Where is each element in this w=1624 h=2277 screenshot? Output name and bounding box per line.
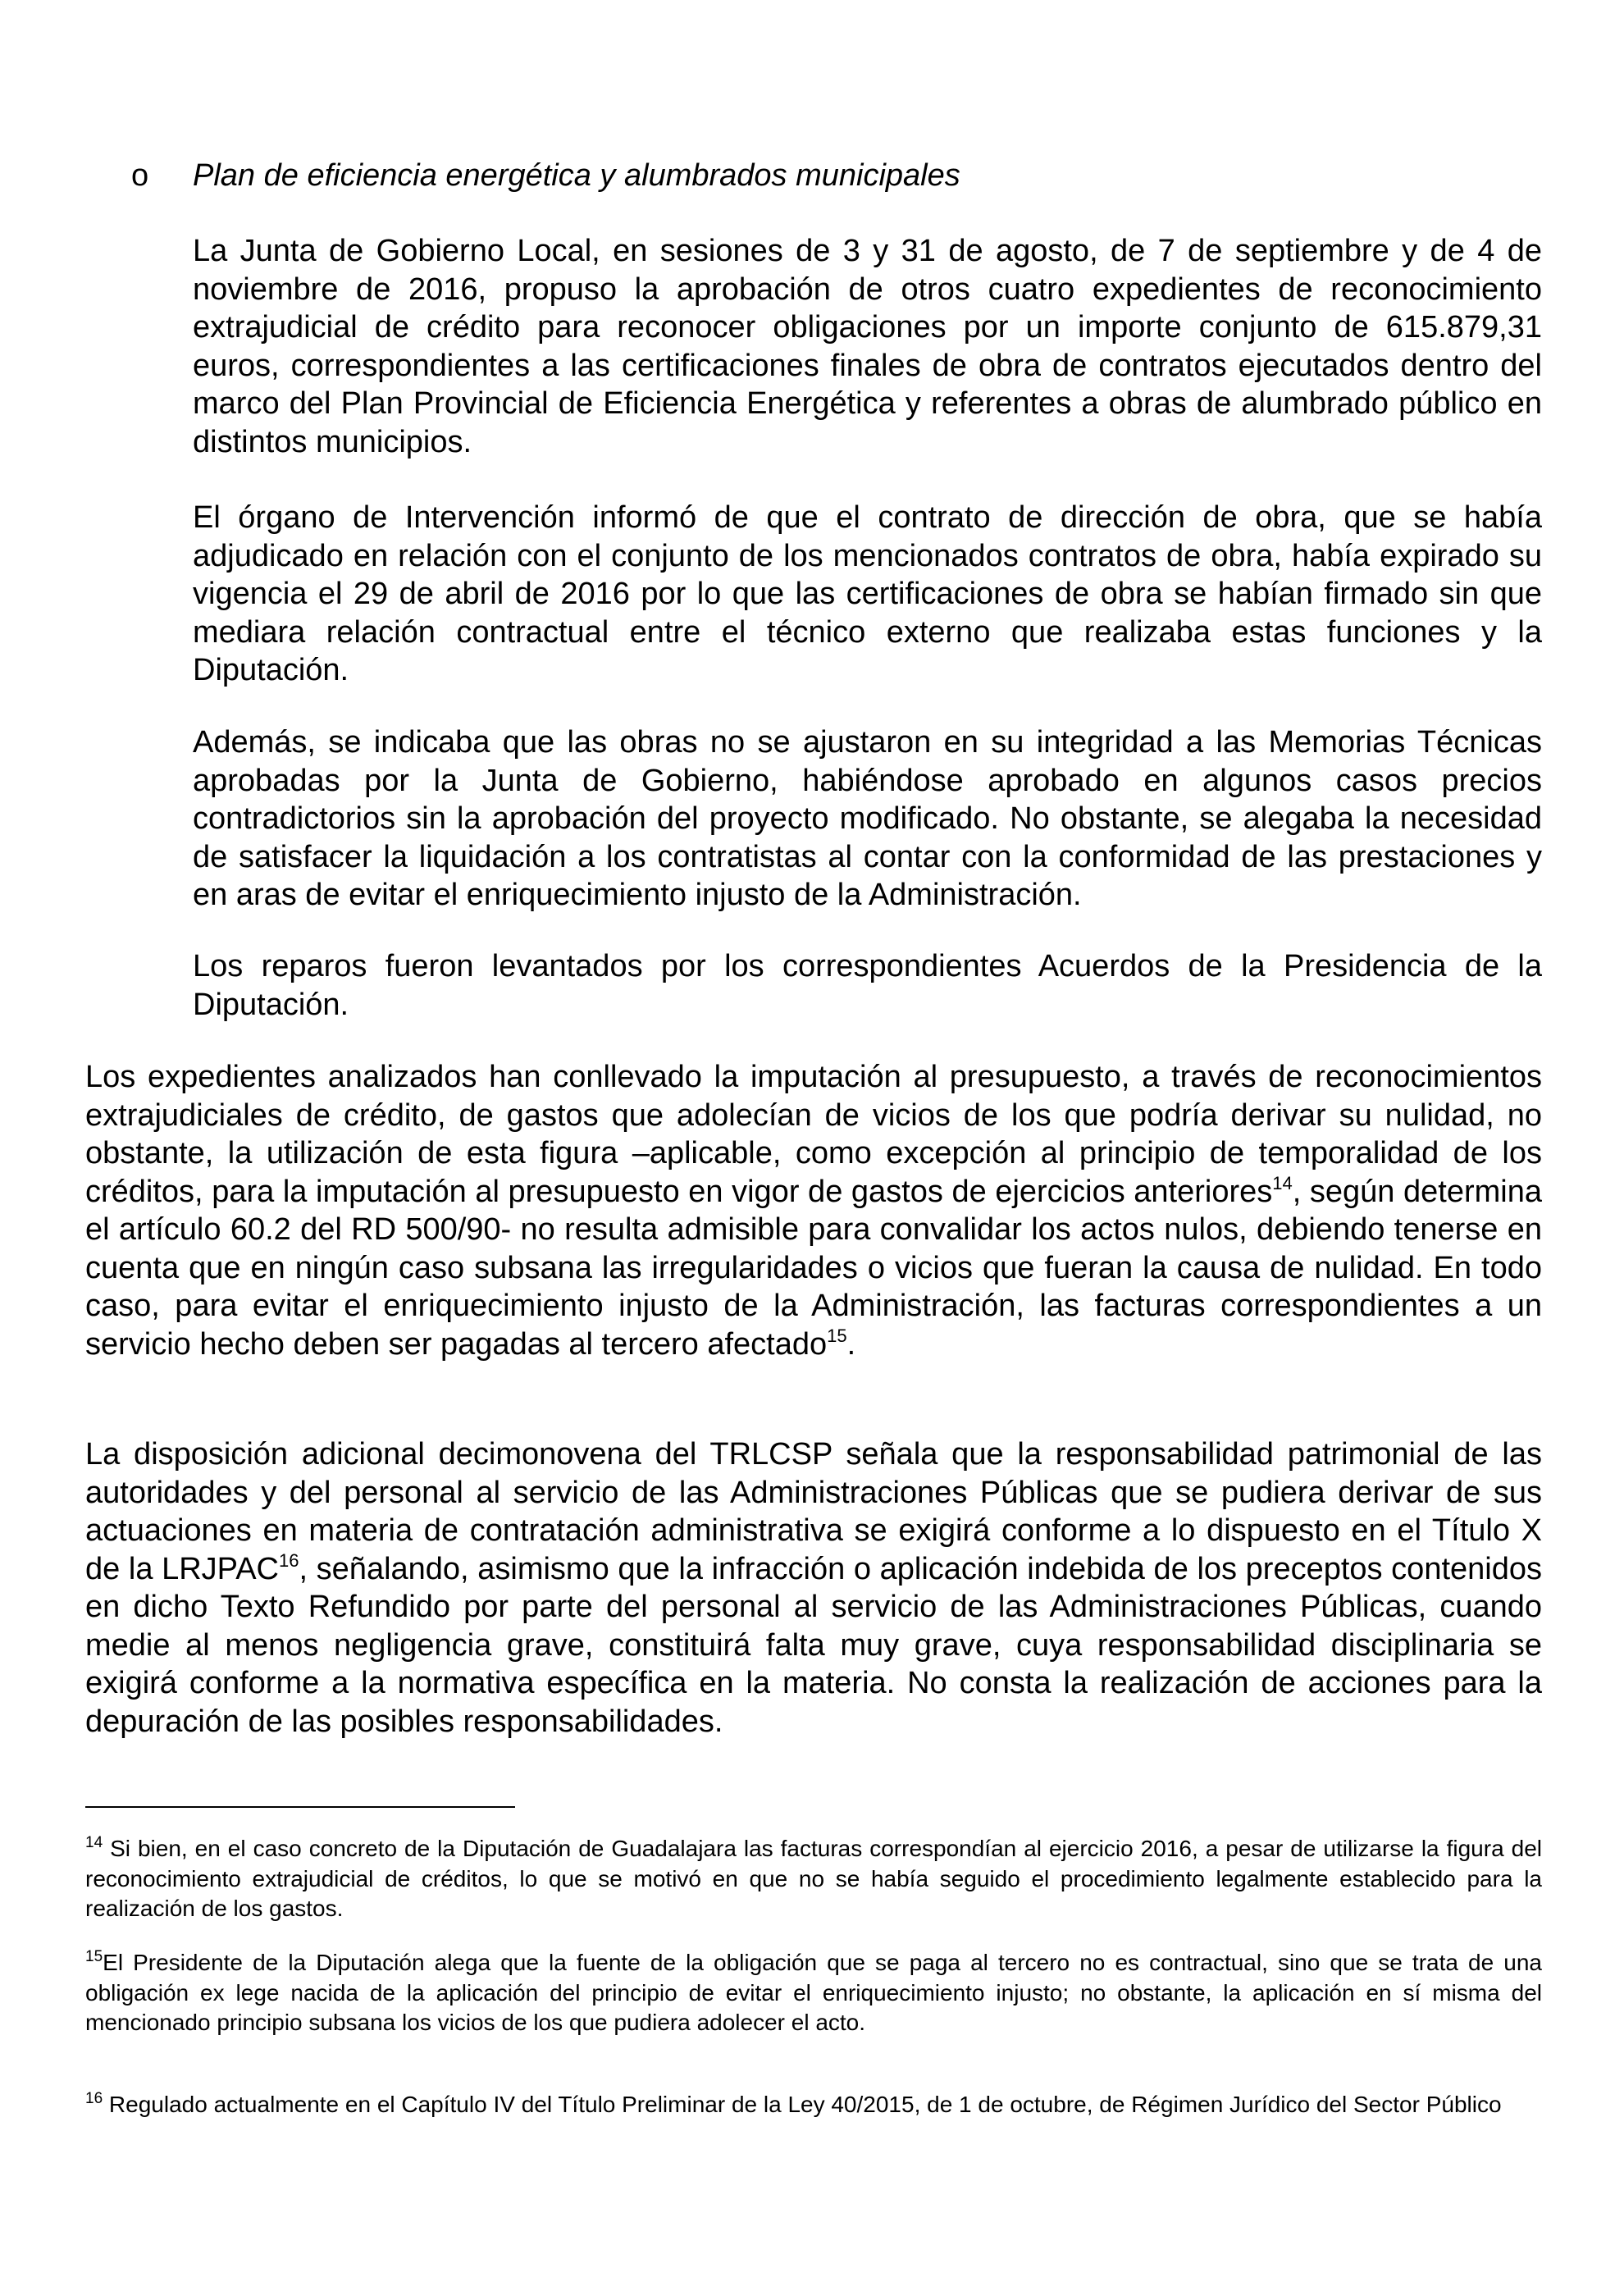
section-paragraph-3: Además, se indicaba que las obras no se ajustaron en su integridad a las Memorias Técnicas aprobadas por la Junta de Gobierno, habiéndose aprobado en algunos casos precios contradictorios sin la aprobación del proyecto modificado. No obstante, se alegaba la necesidad de satisfacer la liquidación a los contratistas al contar con la conformidad de las prestaciones y en aras de evitar el enriquecimiento injusto de la Administración. [193,725,1542,912]
bullet-marker: o [131,158,149,193]
footnote-ref-15: 15 [827,1325,847,1346]
footnote-separator [85,1806,515,1808]
footnote-number-14: 14 [85,1834,103,1851]
section-paragraph-2: El órgano de Intervención informó de que el contrato de dirección de obra, que se había adjudicado en relación con el conjunto de los mencionados contratos de obra, había expirado su vigencia el 29 de abril de 2016 por lo que las certificaciones de obra se habían firmado sin que mediara relación contractual entre el técnico externo que realizaba estas funciones y la Diputación. [193,500,1542,687]
footnote-14-text: Si bien, en el caso concreto de la Diputación de Guadalajara las facturas correspondían al ejercicio 2016, a pesar de utilizarse la figura del reconocimiento extrajudicial de créditos, lo que se motivó en que no se había seguido el procedimiento legalmente establecido para la realización de los gastos. [85,1836,1542,1921]
body-paragraph-2-text-a: La disposición adicional decimonovena del TRLCSP señala que la responsabilidad patrimonial de las autoridades y del personal al servicio de las Administraciones Públicas que se pudiera derivar de sus actuaciones en materia de contratación administrativa se exigirá conforme a lo dispuesto en el Título X de la LRJPAC [85,1437,1542,1586]
footnote-ref-14: 14 [1272,1172,1293,1193]
body-paragraph-1-text-c: . [846,1326,856,1362]
body-paragraph-1 [85,1058,1542,1363]
footnote-16-text: Regulado actualmente en el Capítulo IV del Título Preliminar de la Ley 40/2015, de 1 de octubre, de Régimen Jurídico del Sector Público [103,2092,1502,2117]
footnote-14 [85,1834,1542,1924]
section-paragraph-4: Los reparos fueron levantados por los correspondientes Acuerdos de la Presidencia de la Diputación. [193,949,1542,1022]
footnote-number-15: 15 [85,1948,103,1965]
section-paragraph-1: La Junta de Gobierno Local, en sesiones de 3 y 31 de agosto, de 7 de septiembre y de 4 de noviembre de 2016, propuso la aprobación de otros cuatro expedientes de reconocimiento extrajudicial de crédito para reconocer obligaciones por un importe conjunto de 615.879,31 euros, correspondientes a las certificaciones finales de obra de contratos ejecutados dentro del marco del Plan Provincial de Eficiencia Energética y referentes a obras de alumbrado público en distintos municipios. [193,234,1542,459]
footnote-16 [85,2090,1542,2120]
body-paragraph-2 [85,1435,1542,1741]
footnote-ref-16: 16 [279,1549,299,1571]
body-paragraph-1-text-a: Los expedientes analizados han conllevado la imputación al presupuesto, a través de reconocimientos extrajudiciales de crédito, de gastos que adolecían de vicios de los que podría derivar su nulidad, no obstante, la utilización de esta figura –aplicable, como excepción al principio de temporalidad de los créditos, para la imputación al presupuesto en vigor de gastos de ejercicios anteriores [85,1060,1542,1209]
section-title: Plan de eficiencia energética y alumbrados municipales [193,158,960,193]
body-paragraph-1-text-b: , según determina el artículo 60.2 del RD 500/90- no resulta admisible para convalidar los actos nulos, debiendo tenerse en cuenta que en ningún caso subsana las irregularidades o vicios que fueran la causa de nulidad. En todo caso, para evitar el enriquecimiento injusto de la Administración, las facturas correspondientes a un servicio hecho deben ser pagadas al tercero afectado [85,1174,1542,1362]
footnote-15 [85,1948,1542,2038]
body-paragraph-2-text-b: , señalando, asimismo que la infracción o aplicación indebida de los preceptos contenidos en dicho Texto Refundido por parte del personal al servicio de las Administraciones Públicas, cuando medie al menos negligencia grave, constituirá falta muy grave, cuya responsabilidad disciplinaria se exigirá conforme a la normativa específica en la materia. No consta la realización de acciones para la depuración de las posibles responsabilidades. [85,1551,1542,1739]
section-heading [131,156,1542,195]
footnote-number-16: 16 [85,2090,103,2107]
footnote-15-text: El Presidente de la Diputación alega que la fuente de la obligación que se paga al tercero no es contractual, sino que se trata de una obligación ex lege nacida de la aplicación del principio de evitar el enriquecimiento injusto; no obstante, la aplicación en sí misma del mencionado principio subsana los vicios de los que pudiera adolecer el acto. [85,1950,1542,2035]
